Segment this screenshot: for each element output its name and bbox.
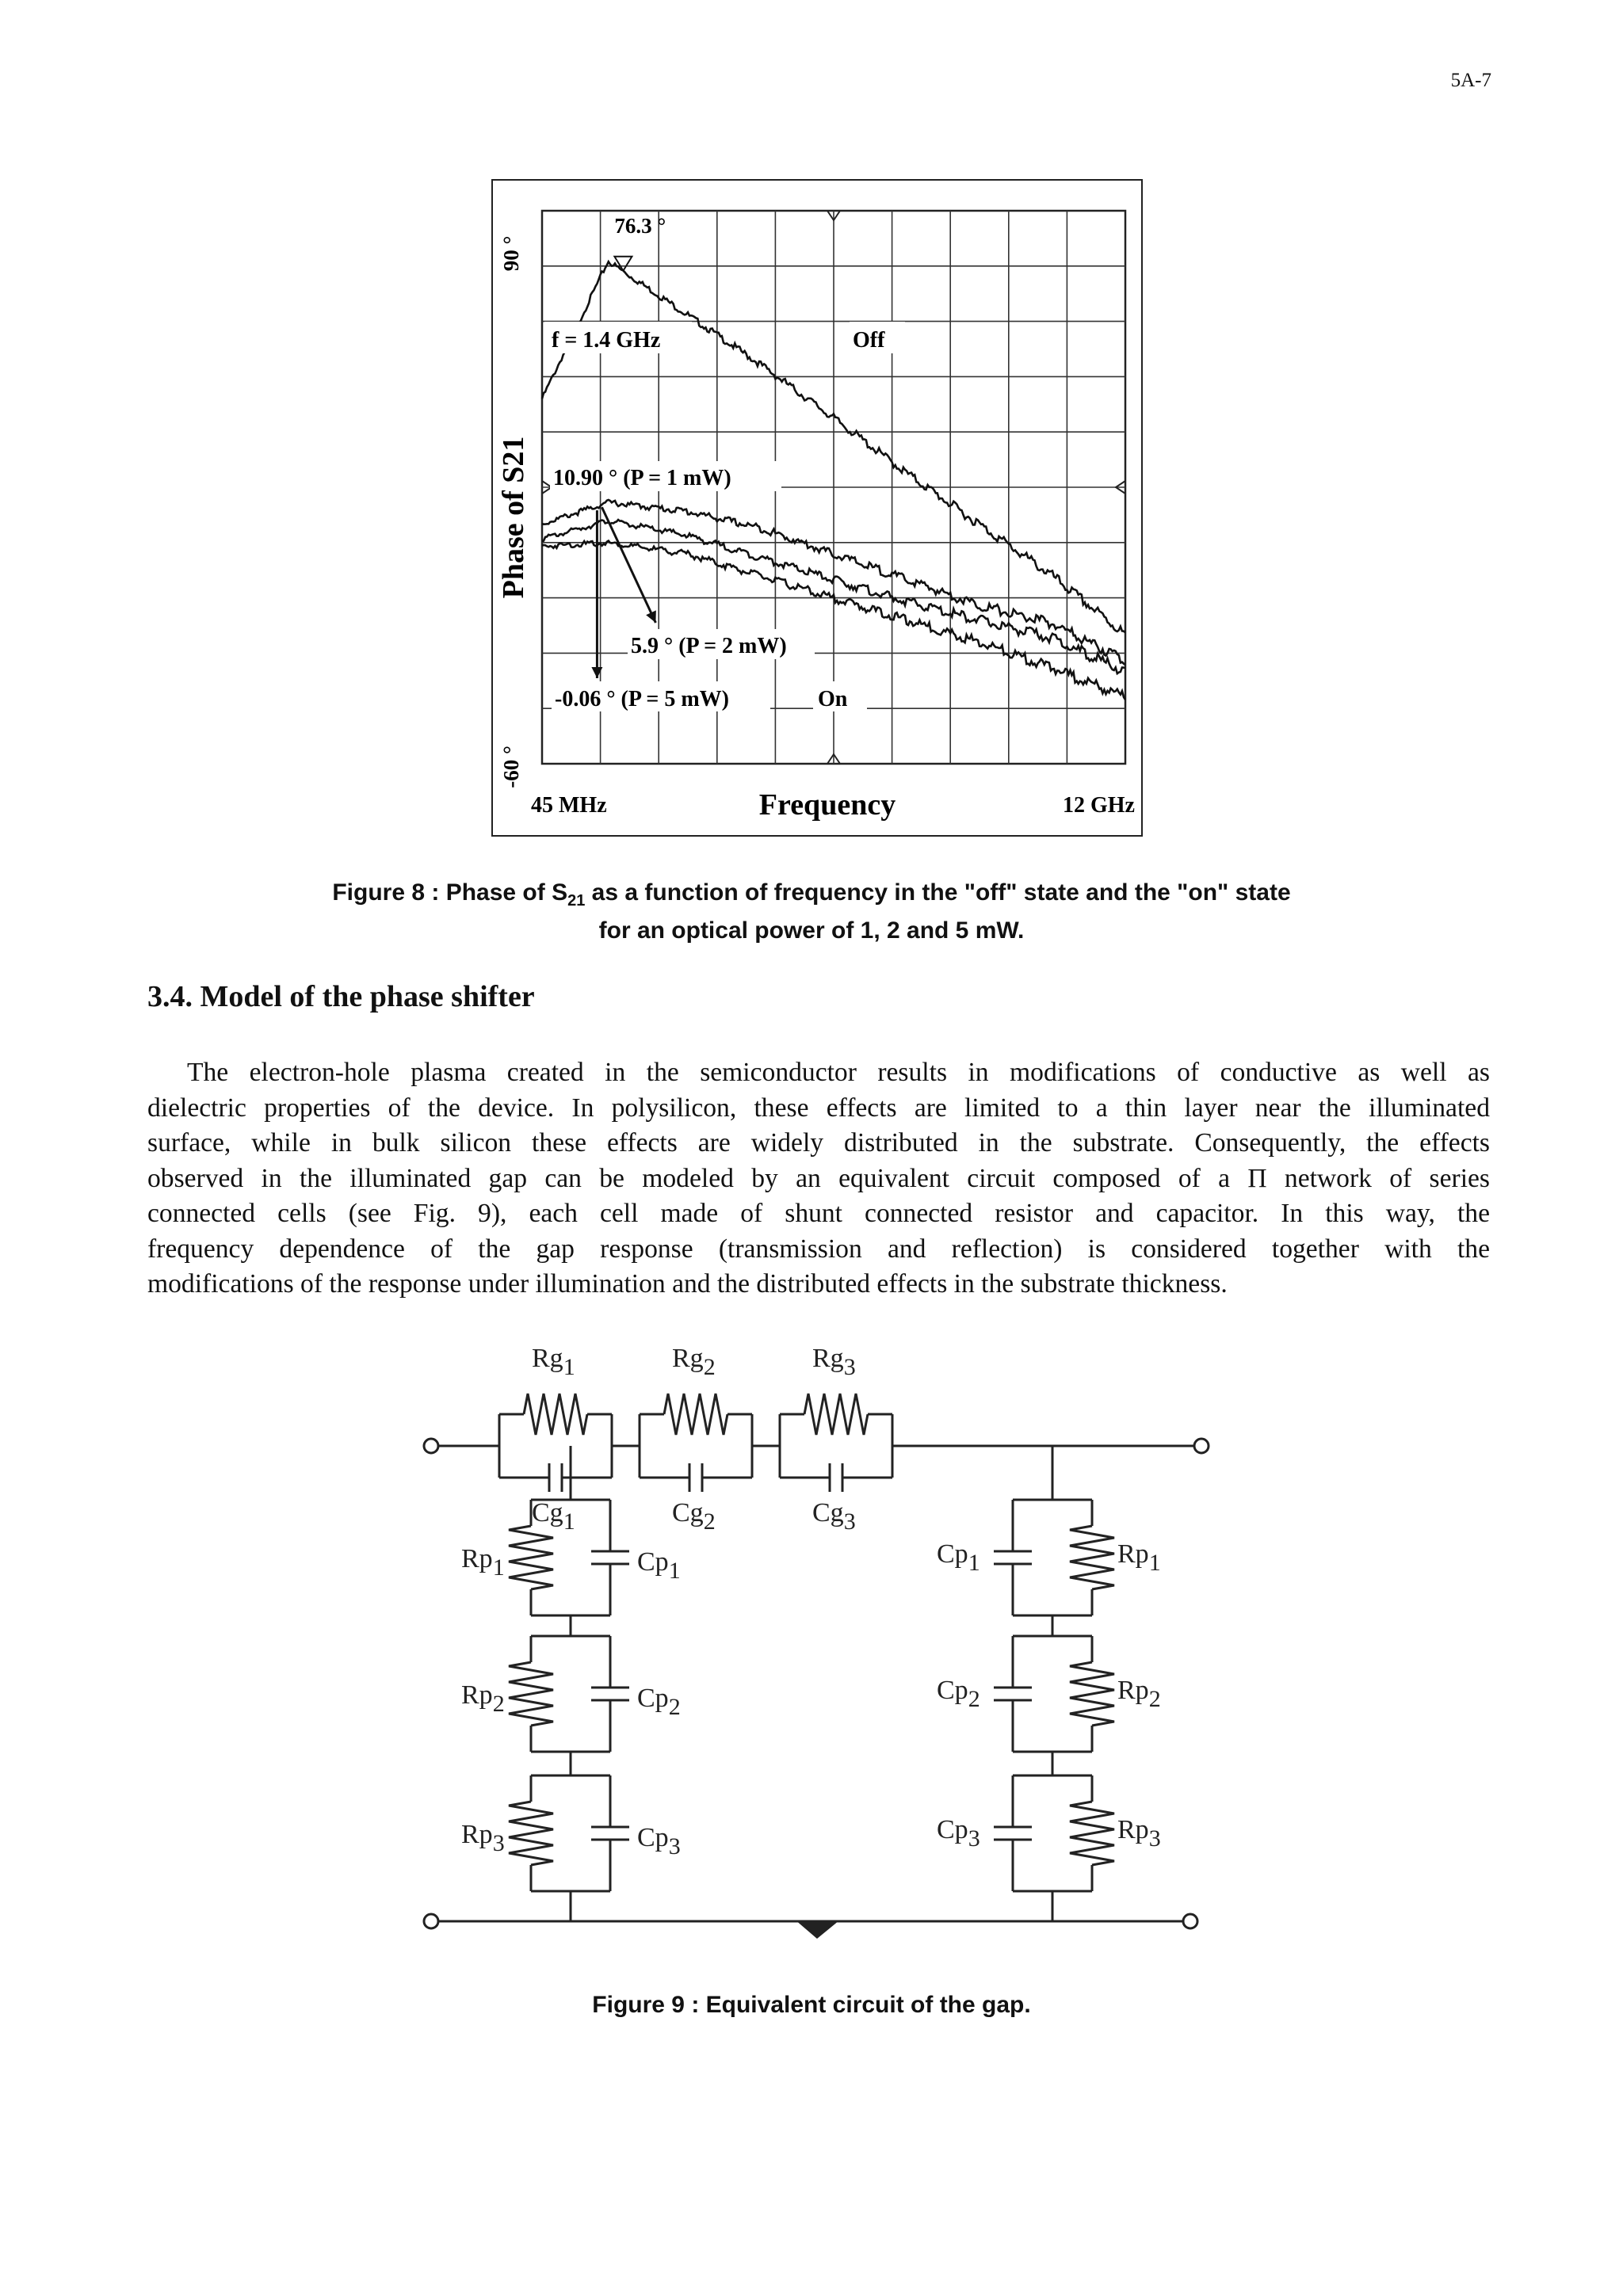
series-resistor — [804, 1394, 868, 1435]
shunt-resistor — [1070, 1526, 1114, 1589]
caption-8-post: as a function of frequency in the "off" state and the "on" state — [585, 879, 1291, 906]
anno-2mw: 5.9 ° (P = 2 mW) — [631, 634, 787, 658]
shunt-capacitor-label: Cp2 — [937, 1676, 980, 1712]
shunt-resistor — [509, 1526, 553, 1589]
body-line: observed in the illuminated gap can be modeled by an equivalent circuit composed of a Π network of series — [147, 1163, 1490, 1193]
phase-chart — [491, 179, 1143, 837]
body-line: The electron-hole plasma created in the semiconductor results in modifications of conductive as well as — [187, 1058, 1490, 1087]
section-heading: 3.4. Model of the phase shifter — [147, 980, 535, 1013]
terminal-top-left — [424, 1439, 438, 1453]
anno-1mw: 10.90 ° (P = 1 mW) — [553, 466, 731, 490]
y-tick-top: 90 ° — [499, 235, 523, 272]
body-line: modifications of the response under illumination and the distributed effects in the substrate thickness. — [147, 1269, 1228, 1299]
on-label: On — [818, 687, 848, 711]
page-number: 5A-7 — [1450, 70, 1491, 91]
section-body — [147, 1055, 1490, 1302]
shunt-resistor — [509, 1802, 553, 1865]
shunt-resistor — [1070, 1662, 1114, 1726]
y-axis-label: Phase of S21 — [497, 436, 530, 599]
figure-8-caption — [0, 878, 1623, 946]
shunt-resistor-label: Rp3 — [1117, 1815, 1161, 1852]
terminal-bottom-left — [424, 1914, 438, 1928]
caption-8-pre: Figure 8 : Phase of S — [332, 879, 568, 906]
figure-8 — [491, 179, 1143, 837]
series-capacitor-label: Cg2 — [672, 1498, 716, 1535]
series-resistor-label: Rg2 — [672, 1344, 716, 1380]
y-tick-bottom: -60 ° — [499, 746, 523, 788]
terminal-bottom-right — [1183, 1914, 1197, 1928]
shunt-capacitor-label: Cp3 — [637, 1823, 681, 1859]
ground-icon — [800, 1923, 834, 1937]
body-line: frequency dependence of the gap response (transmission and reflection) is considered together with the — [147, 1234, 1490, 1264]
shunt-resistor-label: Rp3 — [461, 1820, 505, 1856]
shunt-resistor — [509, 1662, 553, 1726]
shunt-resistor — [1070, 1802, 1114, 1865]
body-line: surface, while in bulk silicon these effects are widely distributed in the substrate. Consequently, the effects — [147, 1128, 1490, 1158]
x-tick-right: 12 GHz — [1063, 793, 1135, 818]
shunt-capacitor-label: Cp1 — [637, 1547, 681, 1584]
shunt-capacitor-label: Cp1 — [937, 1539, 980, 1576]
anno-5mw: -0.06 ° (P = 5 mW) — [555, 687, 730, 711]
series-resistor — [664, 1394, 727, 1435]
series-capacitor-label: Cg3 — [812, 1498, 856, 1535]
terminal-top-right — [1194, 1439, 1209, 1453]
shunt-resistor-label: Rp1 — [1117, 1539, 1161, 1576]
body-line: dielectric properties of the device. In polysilicon, these effects are limited to a thin layer near the illuminated — [147, 1093, 1490, 1123]
shunt-resistor-label: Rp1 — [461, 1544, 505, 1581]
series-resistor — [524, 1394, 587, 1435]
series-resistor-label: Rg3 — [812, 1344, 856, 1380]
shunt-resistor-label: Rp2 — [1117, 1676, 1161, 1712]
marker-label: 76.3 ° — [614, 214, 666, 238]
x-axis-label: Frequency — [758, 788, 896, 822]
figure-9-caption: Figure 9 : Equivalent circuit of the gap. — [592, 1992, 1031, 2018]
shunt-capacitor-label: Cp2 — [637, 1684, 681, 1720]
caption-8-sub: 21 — [567, 892, 586, 910]
equivalent-circuit — [396, 1327, 1236, 1977]
shunt-resistor-label: Rp2 — [461, 1680, 505, 1717]
figure-9 — [396, 1327, 1236, 1977]
series-capacitor-label: Cg1 — [532, 1498, 575, 1535]
x-tick-left: 45 MHz — [531, 793, 607, 818]
freq-annotation: f = 1.4 GHz — [552, 328, 661, 353]
caption-8-line2: for an optical power of 1, 2 and 5 mW. — [598, 917, 1025, 944]
body-line: connected cells (see Fig. 9), each cell made of shunt connected resistor and capacitor. In this way, the — [147, 1199, 1490, 1228]
series-resistor-label: Rg1 — [532, 1344, 575, 1380]
off-label: Off — [853, 328, 885, 353]
shunt-capacitor-label: Cp3 — [937, 1815, 980, 1852]
